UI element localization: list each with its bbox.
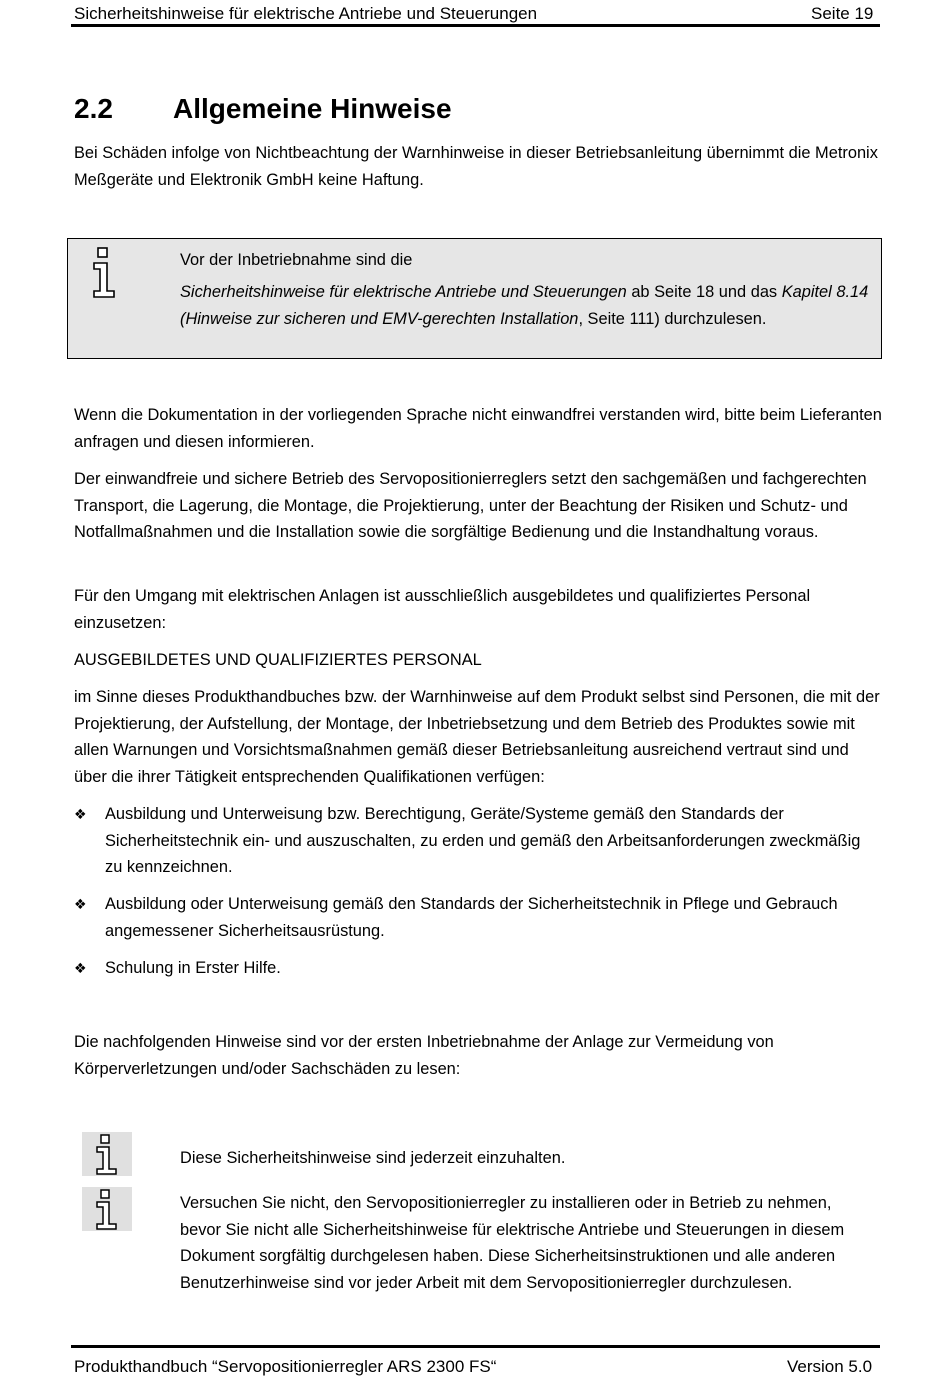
bullet-symbol: ❖ (74, 896, 87, 912)
note-box-line1: Vor der Inbetriebnahme sind die (180, 251, 413, 269)
intro-paragraph: Bei Schäden infolge von Nichtbeachtung der Warnhinweise in dieser Betriebsanleitung übernimmt die Metronix Meßgeräte und Elektronik GmbH keine Haftung. (74, 144, 878, 189)
header-rule (71, 24, 880, 27)
header-page-number: Seite 19 (811, 4, 874, 23)
paragraph-closing: Die nachfolgenden Hinweise sind vor der ersten Inbetriebnahme der Anlage zur Vermeidung von Körperverletzungen und/oder Sachschäden zu lesen: (74, 1033, 774, 1078)
info-icon (82, 1187, 132, 1231)
header-title: Sicherheitshinweise für elektrische Antriebe und Steuerungen (74, 4, 538, 23)
paragraph-personnel: Für den Umgang mit elektrischen Anlagen ist ausschließlich ausgebildetes und qualifiziertes Personal einzusetzen: (74, 587, 811, 632)
note-1: Diese Sicherheitshinweise sind jederzeit einzuhalten. (180, 1149, 566, 1167)
info-icon (82, 1132, 132, 1176)
note-box-mid: ab Seite 18 und das (626, 283, 782, 301)
footer-version: Version 5.0 (787, 1357, 873, 1376)
info-icon (90, 247, 118, 304)
note-box-ref-chapter: Kapitel 8.14 (Hinweise zur sicheren und EMV-gerechten Installation (180, 283, 869, 328)
note-2: Versuchen Sie nicht, den Servopositionierregler zu installieren oder in Betrieb zu nehmen, bevor Sie nicht alle Sicherheitshinweise für elektrische Antriebe und Steuerungen in diesem Dokument sorgfältig durchgelesen haben. Diese Sicherheitsinstruktionen und alle anderen Benutzerhinweise sind vor jeder Arbeit mit dem Servopositionierregler durchzulesen. (180, 1194, 845, 1292)
footer-title: Produkthandbuch “Servopositionierregler ARS 2300 FS“ (74, 1357, 497, 1376)
note-box-ref-safety: Sicherheitshinweise für elektrische Antriebe und Steuerungen (180, 283, 627, 301)
section-title: Allgemeine Hinweise (173, 93, 452, 124)
bullet-symbol: ❖ (74, 960, 87, 976)
bullet-symbol: ❖ (74, 806, 87, 822)
footer-rule (71, 1345, 880, 1348)
list-item: Ausbildung oder Unterweisung gemäß den Standards der Sicherheitstechnik in Pflege und Gebrauch angemessener Sicherheitsausrüstung. (105, 895, 838, 940)
note-box-tail: , Seite 111) durchzulesen. (578, 309, 767, 328)
paragraph-language: Wenn die Dokumentation in der vorliegenden Sprache nicht einwandfrei verstanden wird, bitte beim Lieferanten anfragen und diesen informieren. (74, 406, 882, 451)
list-item: Ausbildung und Unterweisung bzw. Berechtigung, Geräte/Systeme gemäß den Standards der Sicherheitstechnik ein- und auszuschalten, zu erden und gemäß den Arbeitsanforderungen zweckmäßig zu kennzeichnen. (105, 805, 861, 876)
section-number: 2.2 (74, 93, 113, 124)
paragraph-personnel-heading: AUSGEBILDETES UND QUALIFIZIERTES PERSONAL (74, 651, 482, 669)
list-item: Schulung in Erster Hilfe. (105, 959, 281, 977)
note-box-text (180, 279, 870, 332)
paragraph-personnel-definition: im Sinne dieses Produkthandbuches bzw. der Warnhinweise auf dem Produkt selbst sind Personen, die mit der Projektierung, der Aufstellung, der Montage, der Inbetriebsetzung und dem Betrieb des Produktes sowie mit allen Warnungen und Vorsichtsmaßnahmen gemäß dieser Betriebsanleitung ausreichend vertraut sind und über die ihrer Tätigkeit entsprechenden Qualifikationen verfügen: (74, 688, 880, 786)
paragraph-operation: Der einwandfreie und sichere Betrieb des Servopositionierreglers setzt den sachgemäßen und fachgerechten Transport, die Lagerung, die Montage, die Projektierung, unter der Beachtung der Risiken und Schutz- und Notfallmaßnahmen und die Installation sowie die sorgfältige Bedienung und die Instandhaltung voraus. (74, 470, 867, 541)
